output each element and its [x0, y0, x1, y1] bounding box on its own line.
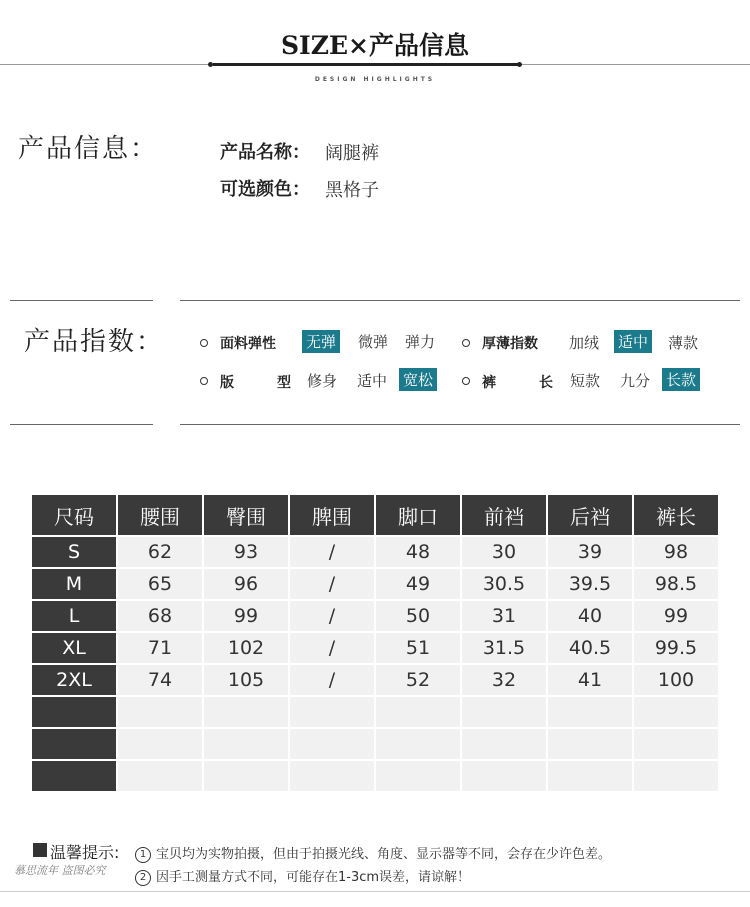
table-cell: 39.5 — [548, 569, 632, 599]
table-cell: 39 — [548, 537, 632, 567]
index-option: 微弹 — [358, 333, 389, 351]
header-front-rise: 前裆 — [462, 495, 546, 535]
bullet-ring-icon — [462, 339, 470, 347]
table-row — [32, 633, 718, 663]
header-size: 尺码 — [32, 495, 116, 535]
index-option: 九分 — [620, 372, 651, 390]
table-cell: / — [290, 569, 374, 599]
table-cell-empty — [634, 697, 718, 727]
tip-line-1 — [135, 843, 611, 863]
table-cell: 48 — [376, 537, 460, 567]
header-subtitle: DESIGN HIGHLIGHTS — [314, 76, 436, 83]
table-cell-empty — [118, 761, 202, 791]
table-cell: 30.5 — [462, 569, 546, 599]
index-label-length: 裤 长 — [482, 375, 558, 391]
table-cell: 31 — [462, 601, 546, 631]
table-cell: 99 — [204, 601, 288, 631]
table-cell-empty — [462, 761, 546, 791]
tip-line-2 — [135, 866, 470, 886]
table-cell-empty — [290, 729, 374, 759]
table-cell-empty — [462, 697, 546, 727]
index-option: 薄款 — [668, 334, 699, 352]
table-cell-empty — [634, 729, 718, 759]
header-dot-left — [208, 62, 213, 67]
table-cell-empty — [548, 761, 632, 791]
size-cell: L — [32, 601, 116, 631]
table-cell: 98 — [634, 537, 718, 567]
watermark: 慕思流年 盗图必究 — [14, 864, 106, 877]
table-cell: 41 — [548, 665, 632, 695]
table-cell: / — [290, 665, 374, 695]
product-name-label: 产品名称： — [220, 142, 310, 163]
index-option-selected: 长款 — [662, 368, 700, 391]
index-option: 适中 — [357, 372, 388, 390]
table-row — [32, 665, 718, 695]
table-cell: 74 — [118, 665, 202, 695]
index-label-fit: 版 型 — [220, 375, 296, 391]
index-option-selected: 适中 — [614, 330, 652, 353]
table-cell: 30 — [462, 537, 546, 567]
table-cell-empty — [118, 697, 202, 727]
color-label: 可选颜色： — [220, 179, 310, 200]
index-option: 修身 — [307, 372, 338, 390]
table-cell: 65 — [118, 569, 202, 599]
table-cell-empty — [548, 697, 632, 727]
size-cell: M — [32, 569, 116, 599]
page-title: SIZE×产品信息 — [280, 31, 469, 60]
table-cell-empty — [290, 697, 374, 727]
index-label-thickness: 厚薄指数 — [482, 336, 538, 352]
header-length: 裤长 — [634, 495, 718, 535]
table-row — [32, 537, 718, 567]
header-bar — [213, 63, 519, 66]
table-cell-empty — [376, 697, 460, 727]
table-cell-empty — [376, 761, 460, 791]
table-row — [32, 601, 718, 631]
table-cell: 40 — [548, 601, 632, 631]
tip-text: 因手工测量方式不同，可能存在1-3cm误差，请谅解！ — [156, 870, 471, 885]
table-row-empty — [32, 729, 718, 759]
table-cell: / — [290, 601, 374, 631]
table-cell: 52 — [376, 665, 460, 695]
bottom-divider — [0, 891, 750, 892]
table-row — [32, 569, 718, 599]
size-cell-empty — [32, 697, 116, 727]
index-option: 加绒 — [569, 334, 600, 352]
circled-number-icon: 1 — [135, 847, 151, 863]
table-cell-empty — [204, 761, 288, 791]
index-label-elasticity: 面料弹性 — [220, 336, 276, 352]
table-cell: 102 — [204, 633, 288, 663]
header-waist: 腰围 — [118, 495, 202, 535]
table-cell: 100 — [634, 665, 718, 695]
table-cell: 49 — [376, 569, 460, 599]
header-back-rise: 后裆 — [548, 495, 632, 535]
tips-title: 温馨提示: — [50, 843, 120, 862]
tip-text: 宝贝均为实物拍摄，但由于拍摄光线、角度、显示器等不同，会存在少许色差。 — [156, 847, 612, 862]
square-bullet-icon — [33, 843, 47, 857]
index-option: 短款 — [570, 372, 601, 390]
table-cell-empty — [204, 697, 288, 727]
color-value: 黑格子 — [325, 180, 379, 201]
table-cell-empty — [462, 729, 546, 759]
table-cell-empty — [204, 729, 288, 759]
table-cell: 68 — [118, 601, 202, 631]
divider-top-right — [180, 300, 740, 301]
table-cell-empty — [548, 729, 632, 759]
table-cell: 62 — [118, 537, 202, 567]
size-cell: 2XL — [32, 665, 116, 695]
circled-number-icon: 2 — [135, 870, 151, 886]
bullet-ring-icon — [200, 377, 208, 385]
size-cell: XL — [32, 633, 116, 663]
header-dot-right — [517, 62, 522, 67]
product-index-title: 产品指数： — [24, 327, 165, 357]
table-cell-empty — [290, 761, 374, 791]
size-cell-empty — [32, 729, 116, 759]
table-cell: 99 — [634, 601, 718, 631]
table-cell: 40.5 — [548, 633, 632, 663]
table-cell: 51 — [376, 633, 460, 663]
product-name-value: 阔腿裤 — [325, 143, 379, 164]
divider-bottom-left — [10, 424, 153, 425]
table-cell: 98.5 — [634, 569, 718, 599]
table-cell: 105 — [204, 665, 288, 695]
divider-top-left — [10, 300, 153, 301]
table-cell: / — [290, 537, 374, 567]
size-table — [30, 493, 720, 793]
table-header-row — [32, 495, 718, 535]
header-thigh: 脾围 — [290, 495, 374, 535]
divider-bottom-right — [180, 424, 740, 425]
table-row-empty — [32, 761, 718, 791]
table-cell: 32 — [462, 665, 546, 695]
table-cell: 99.5 — [634, 633, 718, 663]
index-option-selected: 宽松 — [399, 368, 437, 391]
table-cell: / — [290, 633, 374, 663]
header-hip: 臀围 — [204, 495, 288, 535]
table-cell-empty — [376, 729, 460, 759]
product-info-title: 产品信息： — [18, 134, 159, 164]
bullet-ring-icon — [200, 339, 208, 347]
size-cell-empty — [32, 761, 116, 791]
table-cell: 71 — [118, 633, 202, 663]
table-cell-empty — [634, 761, 718, 791]
table-cell: 31.5 — [462, 633, 546, 663]
table-cell-empty — [118, 729, 202, 759]
table-cell: 96 — [204, 569, 288, 599]
table-cell: 93 — [204, 537, 288, 567]
index-option-selected: 无弹 — [302, 330, 340, 353]
size-cell: S — [32, 537, 116, 567]
table-cell: 50 — [376, 601, 460, 631]
header-hem: 脚口 — [376, 495, 460, 535]
index-option: 弹力 — [405, 333, 436, 351]
bullet-ring-icon — [462, 377, 470, 385]
table-row-empty — [32, 697, 718, 727]
